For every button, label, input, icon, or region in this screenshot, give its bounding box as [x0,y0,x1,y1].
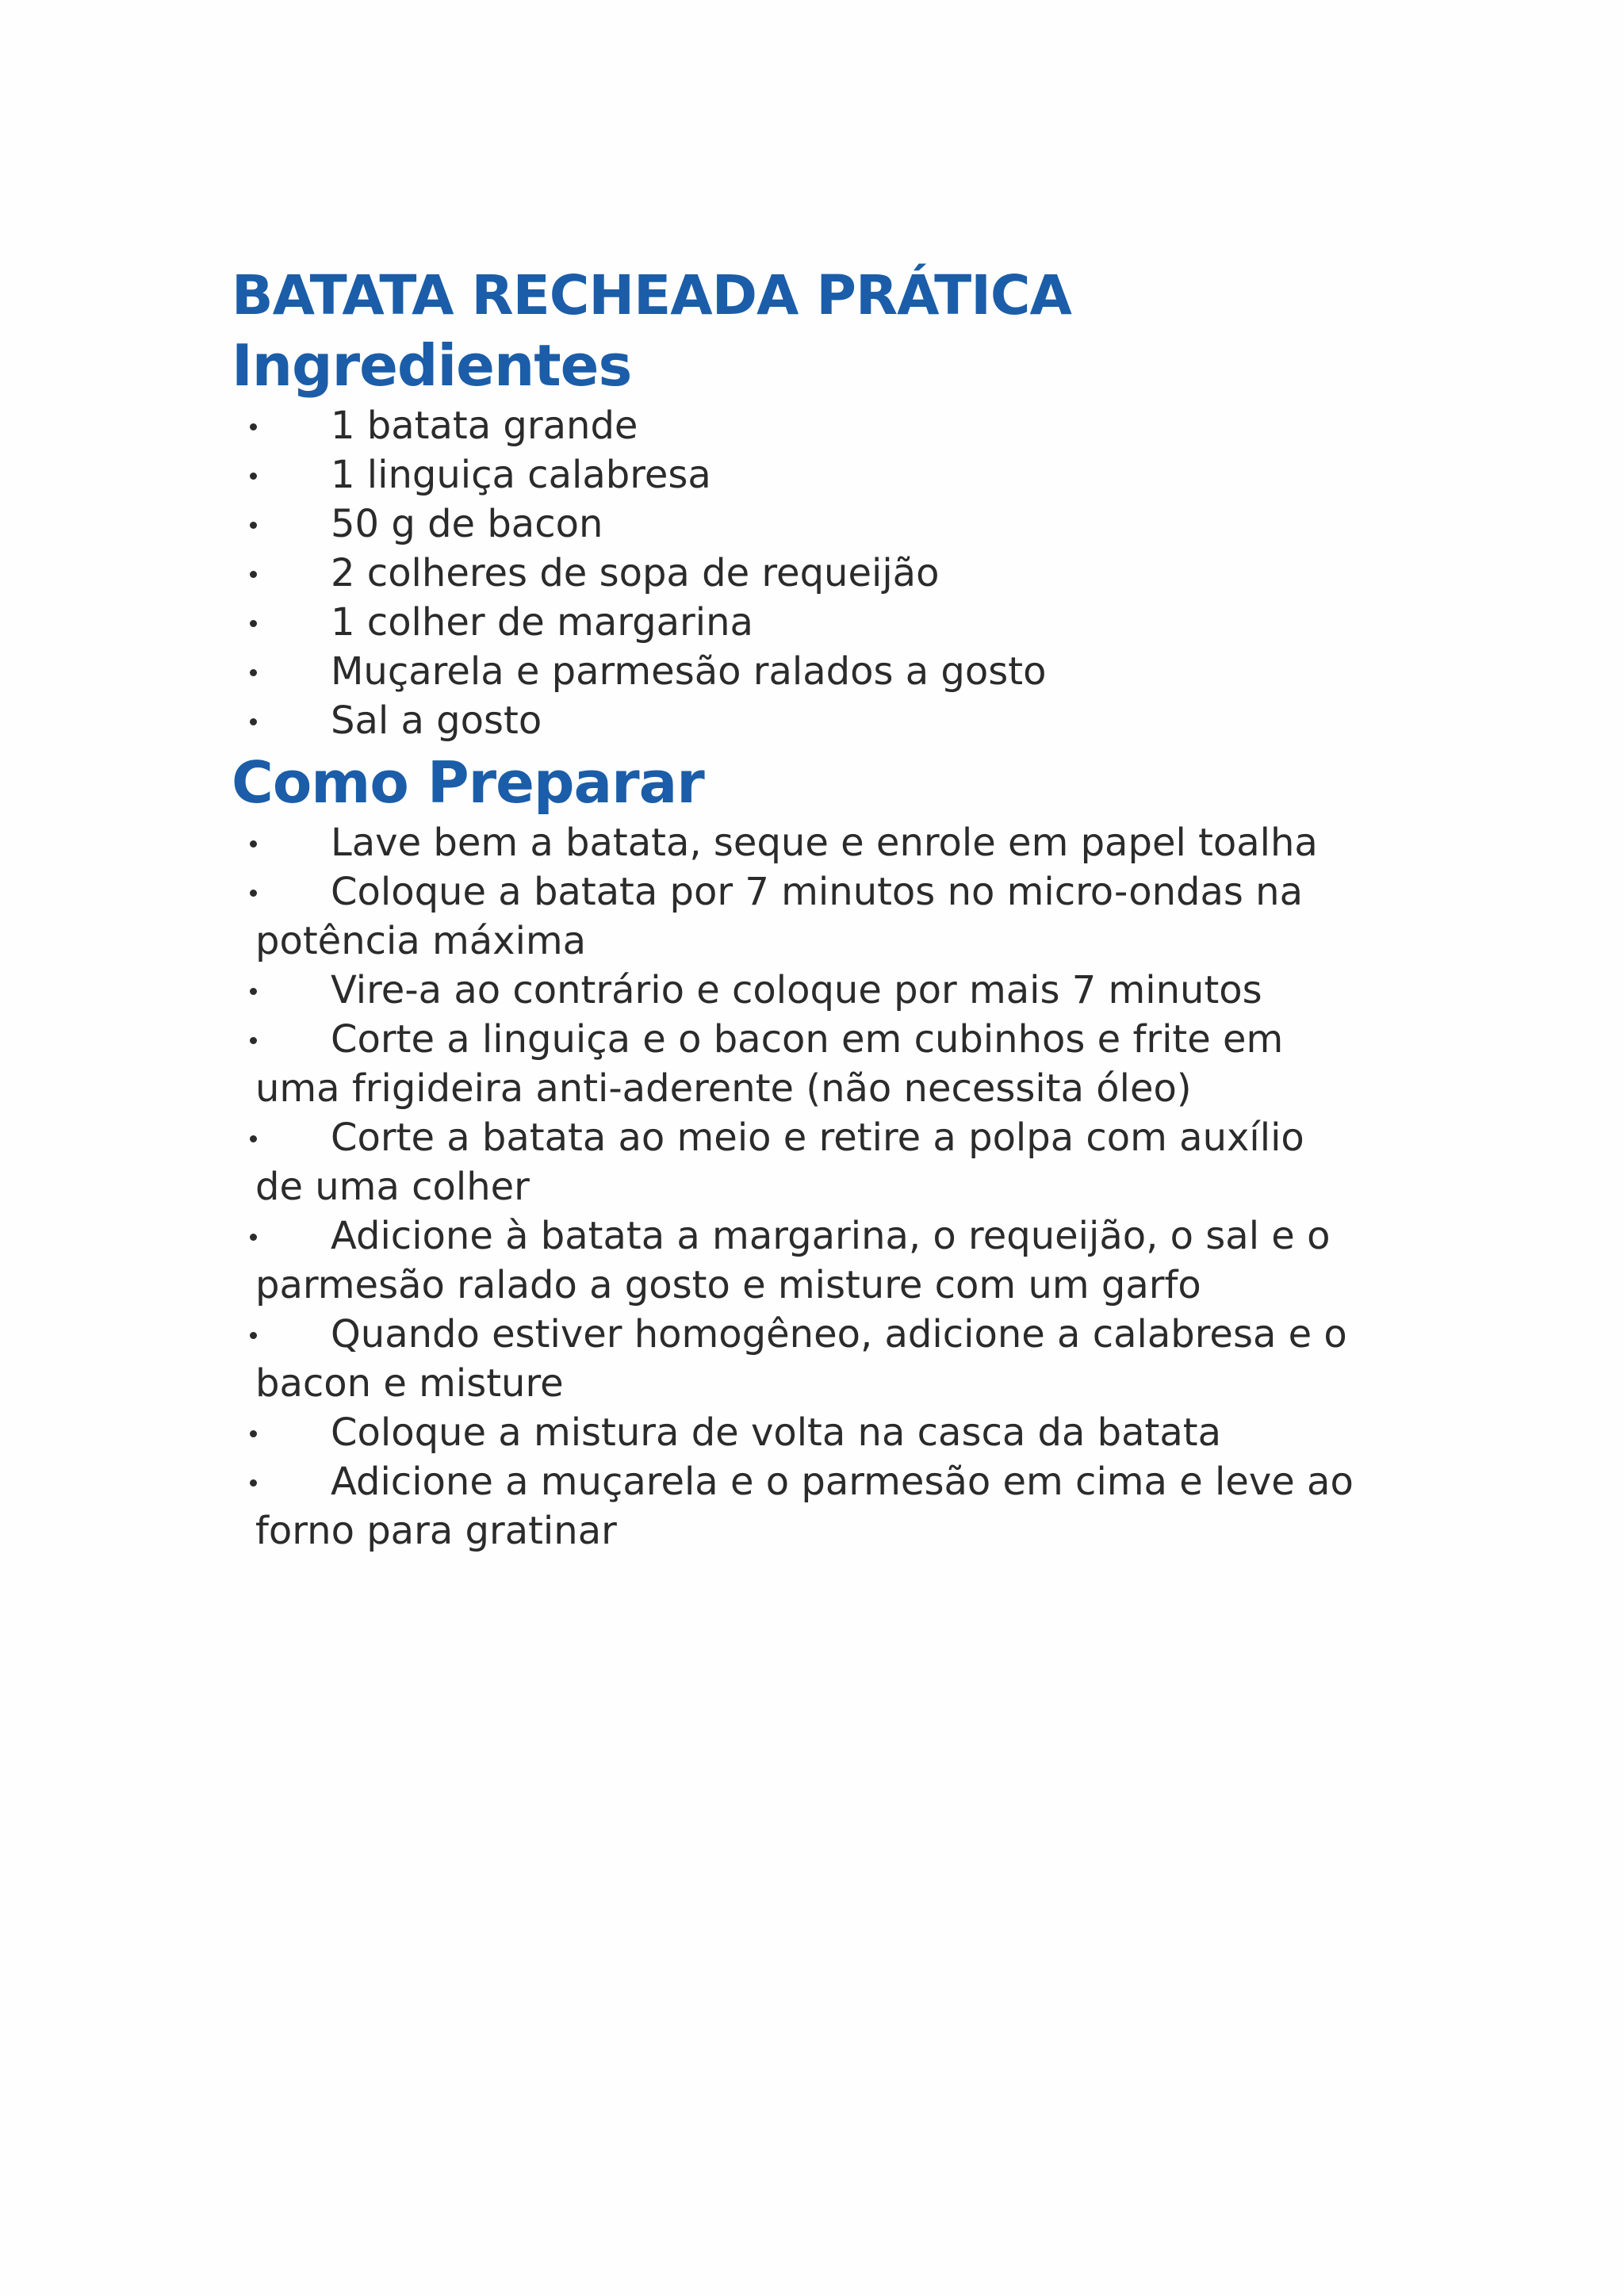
ingredient-text: Muçarela e parmesão ralados a gosto [331,649,1047,694]
ingredient-item [232,401,1358,450]
bullet-icon [250,718,257,725]
ingredient-text: 2 colheres de sopa de requeijão [331,551,940,595]
bullet-icon [250,890,257,897]
bullet-icon [250,840,257,848]
ingredients-heading: Ingredientes [232,332,632,399]
preparation-heading: Como Preparar [232,749,704,816]
bullet-icon [250,1234,257,1241]
ingredient-text: Sal a gosto [331,698,542,743]
ingredient-item [232,696,1358,745]
ingredient-item [232,598,1358,647]
step-item [232,1113,1358,1211]
step-text: Vire-a ao contrário e coloque por mais 7 minutos [331,968,1262,1012]
ingredient-text: 1 linguiça calabresa [331,453,711,497]
step-item [232,1015,1358,1113]
bullet-icon [250,473,257,480]
bullet-icon [250,1037,257,1044]
bullet-icon [250,988,257,995]
step-text: Adicione a muçarela e o parmesão em cima e leve ao forno para gratinar [255,1460,1354,1553]
step-text: Coloque a batata por 7 minutos no micro-ondas na potência máxima [255,870,1304,963]
step-item [232,867,1358,966]
ingredient-item [232,450,1358,499]
step-text: Adicione à batata a margarina, o requeijão, o sal e o parmesão ralado a gosto e misture com um garfo [255,1214,1331,1307]
ingredient-item [232,549,1358,598]
ingredient-text: 1 batata grande [331,404,638,448]
bullet-icon [250,522,257,529]
recipe-content [232,262,1358,1556]
bullet-icon [250,571,257,578]
step-item [232,966,1358,1015]
step-item [232,1310,1358,1408]
bullet-icon [250,620,257,627]
bullet-icon [250,1479,257,1487]
step-text: Quando estiver homogêneo, adicione a calabresa e o bacon e misture [255,1312,1347,1406]
bullet-icon [250,669,257,676]
step-item [232,1408,1358,1457]
ingredients-list [232,401,1358,745]
ingredient-item [232,647,1358,696]
step-text: Lave bem a batata, seque e enrole em papel toalha [331,821,1318,865]
bullet-icon [250,1332,257,1339]
preparation-steps-list [232,818,1358,1556]
ingredient-text: 50 g de bacon [331,502,603,546]
step-item [232,1211,1358,1310]
ingredient-item [232,499,1358,549]
bullet-icon [250,1135,257,1142]
recipe-title: BATATA RECHEADA PRÁTICA [232,264,1071,327]
step-text: Coloque a mistura de volta na casca da batata [331,1410,1222,1455]
step-text: Corte a batata ao meio e retire a polpa com auxílio de uma colher [255,1115,1304,1209]
step-text: Corte a linguiça e o bacon em cubinhos e frite em uma frigideira anti-aderente (não necessita óleo) [255,1017,1284,1111]
bullet-icon [250,1430,257,1437]
ingredient-text: 1 colher de margarina [331,600,753,645]
bullet-icon [250,423,257,430]
step-item [232,1457,1358,1556]
step-item [232,818,1358,867]
